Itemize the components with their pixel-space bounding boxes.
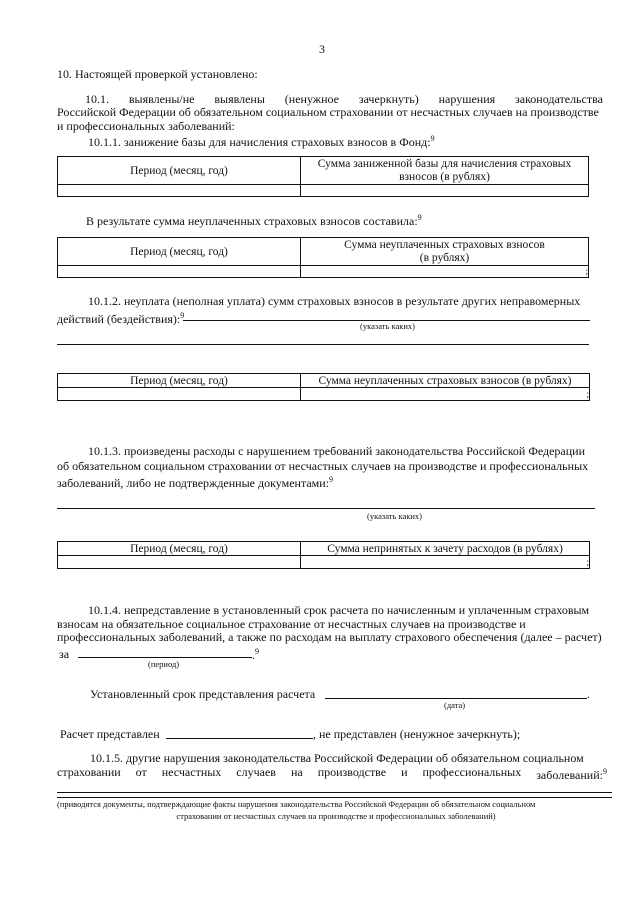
date-fill-line[interactable]	[325, 698, 587, 699]
table-header-amount: Сумма заниженной базы для начисления страховых взносов (в рублях)	[301, 157, 589, 185]
paragraph-10-1-5-line2: страховании от несчастных случаев на производстве и профессиональных заболеваний:$^9$	[57, 765, 607, 782]
paragraph-10-1-3-line2: об обязательном социальном страховании от несчастных случаев на производстве и профессиональных	[57, 459, 589, 473]
table-rejected-expenses	[57, 541, 590, 569]
table-header-amount: Сумма неуплаченных страховых взносов (в рублях)	[301, 238, 589, 266]
fill-line[interactable]	[57, 797, 612, 798]
hint-specify: (указать каких)	[360, 321, 416, 331]
fill-line[interactable]	[57, 792, 612, 793]
table-cell-amount[interactable]	[301, 185, 589, 197]
period-end: .$^9$	[252, 647, 259, 662]
table-cell-period[interactable]	[58, 388, 301, 401]
section-heading: 10. Настоящей проверкой установлено:	[57, 67, 258, 81]
hint-period: (период)	[148, 659, 180, 669]
table-header-period: Период (месяц, год)	[58, 238, 301, 266]
page-number: 3	[319, 42, 325, 56]
table-header-period: Период (месяц, год)	[58, 157, 301, 185]
table-cell-period[interactable]	[58, 266, 301, 278]
submitted-rest: , не представлен (ненужное зачеркнуть);	[313, 727, 521, 741]
label-za: за	[59, 647, 70, 661]
fill-line[interactable]	[57, 508, 595, 509]
table-header-period: Период (месяц, год)	[58, 542, 301, 556]
deadline-label: Установленный срок представления расчета	[90, 687, 316, 701]
table-header-amount: Сумма неуплаченных страховых взносов (в рублях)	[301, 374, 590, 388]
table-cell-period[interactable]	[58, 556, 301, 569]
submitted-label: Расчет представлен	[60, 727, 160, 741]
paragraph-10-1-4-line3: профессиональных заболеваний, а также по расходам на выплату страхового обеспечения (далее – расчет)	[57, 630, 602, 644]
table-header-amount: Сумма непринятых к зачету расходов (в рублях)	[301, 542, 590, 556]
table-cell-amount[interactable]: ;	[301, 388, 590, 401]
paragraph-10-1-2-line1: 10.1.2. неуплата (неполная уплата) сумм страховых взносов в результате других неправомерных	[88, 294, 581, 308]
submitted-fill-line[interactable]	[166, 738, 313, 739]
table-cell-amount[interactable]: ;	[301, 556, 590, 569]
deadline-end: .	[587, 687, 590, 701]
paragraph-10-1-line1: 10.1. выявлены/не выявлены (ненужное зачеркнуть) нарушения законодательства	[85, 92, 603, 106]
paragraph-10-1-4-line1: 10.1.4. непредставление в установленный срок расчета по начисленным и уплаченным страховым	[88, 603, 590, 617]
table-unpaid-other	[57, 373, 590, 401]
result-sentence: В результате сумма неуплаченных страховых взносов составила:$^9$	[86, 213, 422, 228]
table-unpaid-contributions	[57, 237, 589, 278]
paragraph-10-1-3-line3: заболеваний, либо не подтвержденные документами:$^9$	[57, 475, 334, 490]
table-header-period: Период (месяц, год)	[58, 374, 301, 388]
paragraph-10-1-1: 10.1.1. занижение базы для начисления страховых взносов в Фонд:$^9$	[88, 134, 435, 149]
period-fill-line[interactable]	[78, 657, 252, 658]
paragraph-10-1-line2: Российской Федерации об обязательном социальном страховании от несчастных случаев на производстве	[57, 105, 599, 119]
paragraph-10-1-2-line2: действий (бездействия):$^9$	[57, 311, 185, 326]
table-cell-period[interactable]	[58, 185, 301, 197]
fill-line[interactable]	[57, 344, 589, 345]
footer-note-line2: страховании от несчастных случаев на производстве и профессиональных заболеваний)	[176, 811, 496, 821]
footer-note-line1: (приводятся документы, подтверждающие факты нарушения законодательства Российской Федерации об обязательном социальном	[57, 799, 536, 809]
paragraph-10-1-line3: и профессиональных заболеваний:	[57, 119, 235, 133]
table-understated-base	[57, 156, 589, 197]
hint-date: (дата)	[444, 700, 466, 710]
paragraph-10-1-5-line1: 10.1.5. другие нарушения законодательства Российской Федерации об обязательном социальном	[90, 751, 584, 765]
paragraph-10-1-4-line2: взносам на обязательное социальное страхование от несчастных случаев на производстве и	[57, 617, 526, 631]
paragraph-10-1-3-line1: 10.1.3. произведены расходы с нарушением требований законодательства Российской Федерации	[88, 444, 586, 458]
hint-specify: (указать каких)	[367, 511, 423, 521]
table-cell-amount[interactable]: ;	[301, 266, 589, 278]
